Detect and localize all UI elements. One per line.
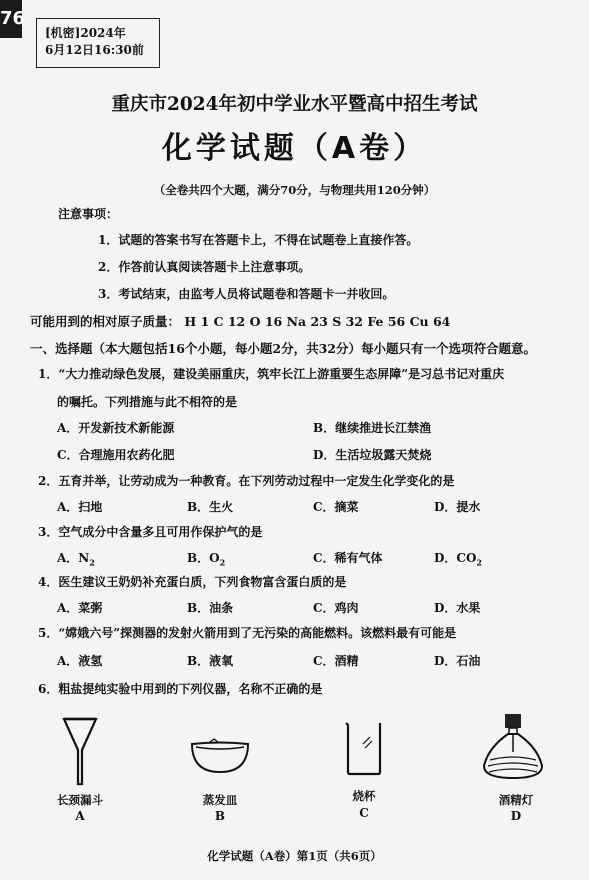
question-1-stem-cont: 的嘱托。下列措施与此不相符的是 <box>57 395 238 409</box>
question-2-stem: 2．五育并举，让劳动成为一种教育。在下列劳动过程中一定发生化学变化的是 <box>38 474 455 488</box>
option-d: D．生活垃圾露天焚烧 <box>313 448 432 462</box>
instrument-name: 烧杯 <box>352 789 376 803</box>
confidential-line-1: [机密]2024年 <box>45 26 126 40</box>
option-b: B．$O_2$ <box>187 551 226 568</box>
note-item: 1．试题的答案书写在答题卡上，不得在试题卷上直接作答。 <box>98 233 419 247</box>
beaker-icon <box>343 720 385 776</box>
confidential-line-2: 6月12日16:30前 <box>45 43 144 57</box>
option-b: B．液氧 <box>187 654 234 668</box>
option-a: A．液氢 <box>57 654 103 668</box>
exam-title: 重庆市2024年初中学业水平暨高中招生考试 <box>111 94 478 115</box>
exam-scope: （全卷共四个大题，满分70分，与物理共用120分钟） <box>153 183 436 197</box>
evaporating-dish-icon <box>190 738 250 774</box>
instrument-letter: B <box>214 809 226 823</box>
instrument-letter: A <box>75 809 85 823</box>
option-c: C．鸡肉 <box>313 601 359 615</box>
option-c: C．稀有气体 <box>313 551 383 565</box>
page-corner-tab: 76 <box>0 0 22 38</box>
option-d: D．石油 <box>434 654 481 668</box>
instrument-letter: D <box>510 809 522 823</box>
instrument-name: 长颈漏斗 <box>57 793 103 807</box>
option-a: A．开发新技术新能源 <box>57 421 175 435</box>
confidential-box <box>36 18 160 68</box>
option-d: D．提水 <box>434 500 481 514</box>
instrument-letter: C <box>359 806 369 820</box>
notes-heading: 注意事项： <box>58 207 119 221</box>
funnel-icon <box>62 716 98 786</box>
option-c: C．酒精 <box>313 654 359 668</box>
question-3-stem: 3．空气成分中含量多且可用作保护气的是 <box>38 525 263 539</box>
atomic-masses: 可能用到的相对原子质量： H 1 C 12 O 16 Na 23 S 32 Fe 56 Cu 64 <box>30 314 451 329</box>
question-4-stem: 4．医生建议王奶奶补充蛋白质，下列食物富含蛋白质的是 <box>38 575 347 589</box>
alcohol-lamp-icon <box>480 712 546 782</box>
option-c: C．摘菜 <box>313 500 359 514</box>
note-item: 3．考试结束，由监考人员将试题卷和答题卡一并收回。 <box>98 287 395 301</box>
option-c: C．合理施用农药化肥 <box>57 448 175 462</box>
section-heading: 一、选择题（本大题包括16个小题，每小题2分，共32分）每小题只有一个选项符合题意。 <box>30 341 536 356</box>
question-5-stem: 5．“嫦娥六号”探测器的发射火箭用到了无污染的高能燃料。该燃料最有可能是 <box>38 626 457 640</box>
option-b: B．生火 <box>187 500 234 514</box>
option-b: B．继续推进长江禁渔 <box>313 421 432 435</box>
option-d: D．$CO_2$ <box>434 551 482 568</box>
instrument-name: 酒精灯 <box>498 793 534 807</box>
option-a: A．$N_2$ <box>57 551 95 568</box>
question-6-stem: 6．粗盐提纯实验中用到的下列仪器，名称不正确的是 <box>38 682 323 696</box>
subject-title: 化学试题（A卷） <box>161 131 428 166</box>
question-1-stem: 1．“大力推动绿色发展，建设美丽重庆，筑牢长江上游重要生态屏障”是习总书记对重庆 <box>38 367 505 381</box>
note-item: 2．作答前认真阅读答题卡上注意事项。 <box>98 260 311 274</box>
option-d: D．水果 <box>434 601 481 615</box>
option-a: A．菜粥 <box>57 601 103 615</box>
page-footer: 化学试题（A卷）第1页（共6页） <box>207 849 382 863</box>
instrument-name: 蒸发皿 <box>202 793 238 807</box>
option-b: B．油条 <box>187 601 234 615</box>
option-a: A．扫地 <box>57 500 103 514</box>
